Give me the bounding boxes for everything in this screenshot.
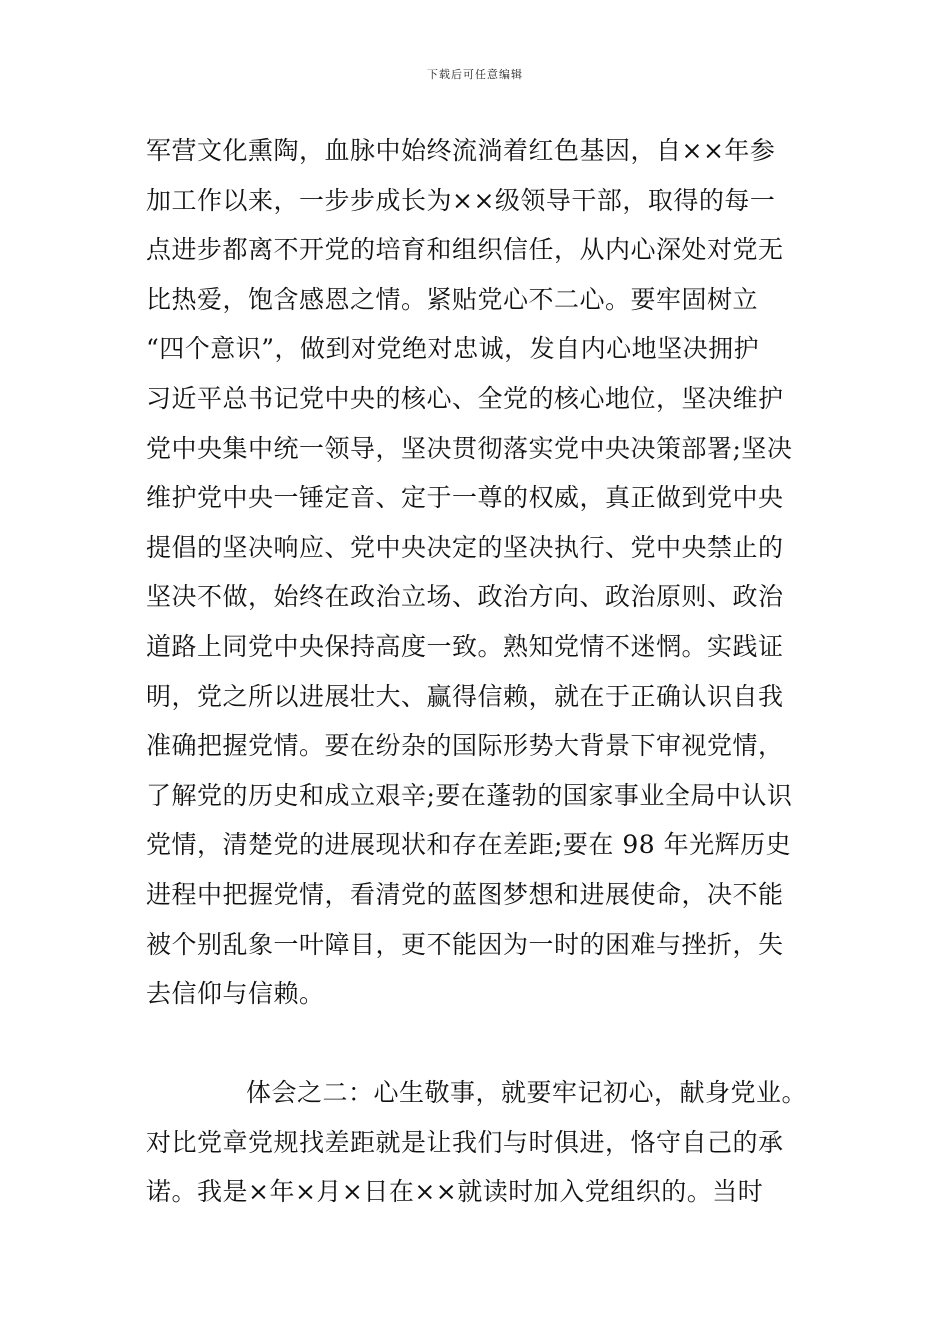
paragraph-2 bbox=[146, 1068, 826, 1217]
paragraph-heading-line: 体会之二：心生敬事，就要牢记初心，献身党业。 bbox=[246, 1078, 808, 1108]
document-body bbox=[146, 126, 826, 1217]
paragraph-line: 点进步都离不开党的培育和组织信任，从内心深处对党无 bbox=[146, 235, 784, 265]
paragraph-line: 提倡的坚决响应、党中央决定的坚决执行、党中央禁止的 bbox=[146, 532, 784, 562]
paragraph-line: “四个意识”，做到对党绝对忠诚，发自内心地坚决拥护 bbox=[146, 334, 760, 364]
paragraph-line: 维护党中央一锤定音、定于一尊的权威，真正做到党中央 bbox=[146, 483, 784, 513]
paragraph-1 bbox=[146, 126, 826, 1019]
paragraph-line: 加工作以来，一步步成长为××级领导干部，取得的每一 bbox=[146, 185, 776, 215]
paragraph-line: 道路上同党中央保持高度一致。熟知党情不迷惘。实践证 bbox=[146, 631, 784, 661]
paragraph-line: 党情，清楚党的进展现状和存在差距;要在 98 年光辉历史 bbox=[146, 830, 792, 860]
paragraph-line: 进程中把握党情，看清党的蓝图梦想和进展使命，决不能 bbox=[146, 879, 784, 909]
paragraph-line: 去信仰与信赖。 bbox=[146, 979, 325, 1009]
paragraph-line: 准确把握党情。要在纷杂的国际形势大背景下审视党情， bbox=[146, 731, 784, 761]
paragraph-line: 了解党的历史和成立艰辛;要在蓬勃的国家事业全局中认识 bbox=[146, 780, 793, 810]
paragraph-line: 对比党章党规找差距就是让我们与时俱进，恪守自己的承 bbox=[146, 1127, 784, 1157]
paragraph-line: 诺。我是×年×月×日在××就读时加入党组织的。当时 bbox=[146, 1177, 764, 1207]
paragraph-line: 比热爱，饱含感恩之情。紧贴党心不二心。要牢固树立 bbox=[146, 284, 759, 314]
paragraph-line: 被个别乱象一叶障目，更不能因为一时的困难与挫折，失 bbox=[146, 929, 784, 959]
paragraph-line: 党中央集中统一领导，坚决贯彻落实党中央决策部署;坚决 bbox=[146, 433, 793, 463]
paragraph-line: 坚决不做，始终在政治立场、政治方向、政治原则、政治 bbox=[146, 582, 784, 612]
paragraph-spacer bbox=[146, 1019, 826, 1069]
paragraph-line: 军营文化熏陶，血脉中始终流淌着红色基因，自××年参 bbox=[146, 136, 776, 165]
paragraph-line: 习近平总书记党中央的核心、全党的核心地位，坚决维护 bbox=[146, 383, 784, 413]
paragraph-line: 明，党之所以进展壮大、赢得信赖，就在于正确认识自我 bbox=[146, 681, 784, 711]
page-header: 下载后可任意编辑 bbox=[427, 68, 523, 81]
